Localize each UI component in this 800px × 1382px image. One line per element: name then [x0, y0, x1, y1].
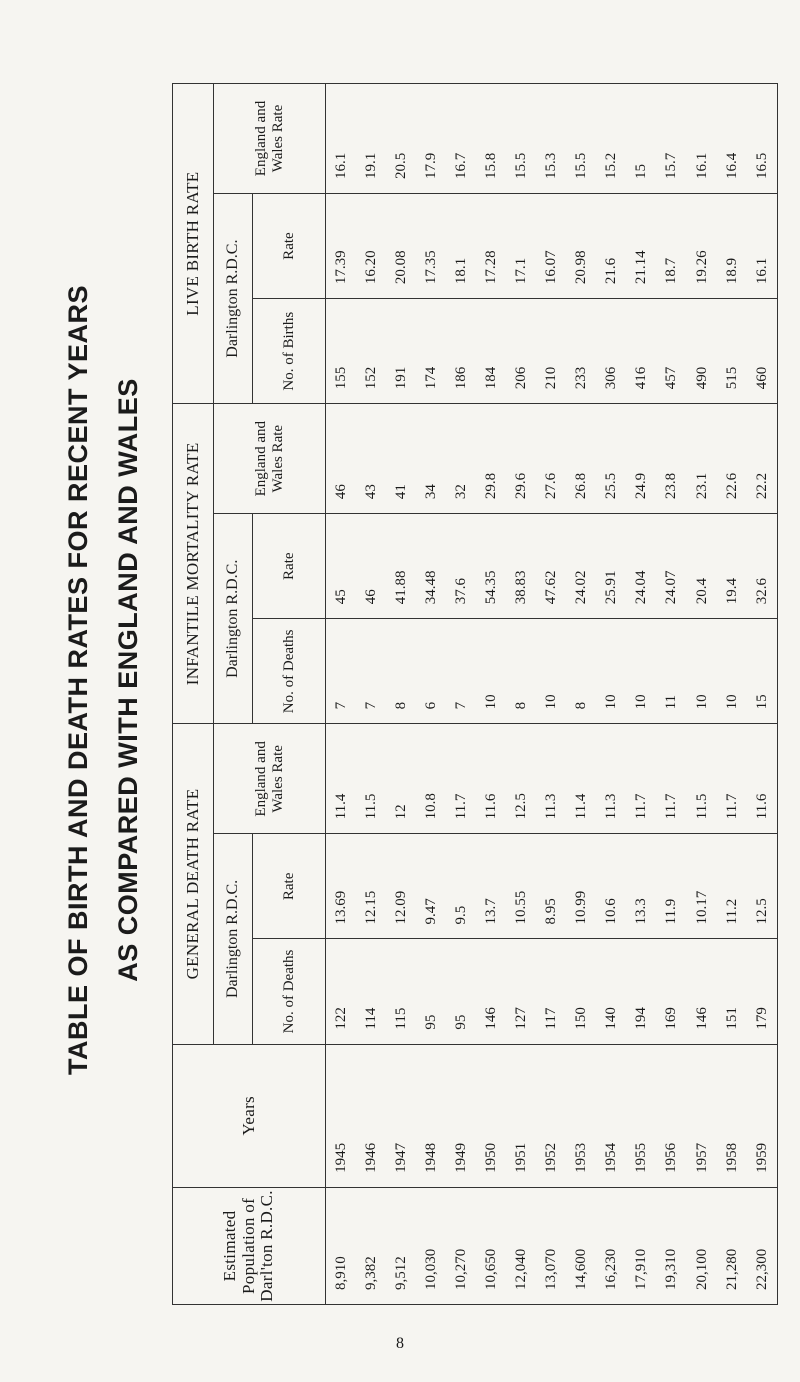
table-cell: 16.20: [362, 250, 379, 285]
table-cell: 24.07: [663, 570, 680, 605]
table-cell: 140: [603, 1007, 620, 1030]
table-cell: 20.08: [392, 250, 409, 285]
table-cell: 29.8: [483, 472, 500, 500]
table-cell: 21.14: [633, 250, 650, 285]
table-cell: 95: [422, 1014, 439, 1030]
table-cell: 11.7: [633, 793, 650, 820]
table-cell: 21,280: [723, 1248, 740, 1290]
table-cell: 41: [392, 484, 409, 500]
table-cell: 14,600: [573, 1248, 590, 1290]
header-gd-deaths: No. of Deaths: [253, 939, 326, 1044]
table-cell: 1954: [603, 1142, 620, 1173]
table-cell: 151: [723, 1007, 740, 1030]
table-cell: 16.07: [543, 250, 560, 285]
table-cell: 23.1: [693, 472, 710, 500]
table-cell: 12: [392, 804, 409, 820]
table-cell: 47.62: [543, 570, 560, 605]
table-cell: 8,910: [332, 1256, 349, 1290]
table-cell: 37.6: [453, 578, 470, 605]
table-cell: 10,650: [483, 1248, 500, 1290]
table-cell: 457: [663, 366, 680, 390]
table-cell: 17,910: [633, 1248, 650, 1290]
table-cell: 24.04: [633, 570, 650, 605]
table-cell: 10,030: [422, 1248, 439, 1290]
table-cell: 22,300: [753, 1248, 770, 1290]
table-cell: 127: [513, 1007, 530, 1030]
table-cell: 179: [753, 1007, 770, 1030]
table-cell: 460: [753, 366, 770, 390]
table-cell: 10.55: [513, 890, 530, 925]
table-cell: 6: [422, 701, 439, 710]
table-cell: 1950: [483, 1142, 500, 1173]
table-cell: 27.6: [543, 472, 560, 500]
table-cell: 184: [483, 366, 500, 390]
table-cell: 16.1: [332, 152, 349, 179]
table-cell: 46: [332, 484, 349, 500]
table-cell: 1949: [453, 1142, 470, 1173]
column-gd-england: [326, 724, 778, 834]
table-cell: 11.7: [453, 793, 470, 820]
table-cell: 34.48: [422, 570, 439, 605]
column-br-england: [326, 84, 778, 194]
table-cell: 20.98: [573, 250, 590, 285]
table-cell: 11.3: [543, 793, 560, 820]
table-cell: 17.28: [483, 250, 500, 285]
table-cell: 1953: [573, 1142, 590, 1173]
table-cell: 34: [422, 484, 439, 500]
table-cell: 10: [693, 694, 710, 710]
table-cell: 20.4: [693, 578, 710, 605]
table-cell: 186: [453, 366, 470, 390]
table-cell: 15.2: [603, 152, 620, 179]
page-number: 8: [396, 1335, 404, 1352]
table-cell: 10,270: [453, 1248, 470, 1290]
table-cell: 10: [603, 694, 620, 710]
table-cell: 10: [723, 694, 740, 710]
rates-table-wrapper: [172, 83, 778, 1305]
table-cell: 20.5: [392, 152, 409, 179]
table-cell: 1946: [362, 1142, 379, 1173]
table-cell: 16.5: [753, 152, 770, 179]
table-cell: 20,100: [693, 1248, 710, 1290]
header-br-darlington: Darlington R.D.C.: [214, 194, 253, 404]
table-cell: 15.5: [573, 152, 590, 179]
table-cell: 1956: [663, 1142, 680, 1173]
table-cell: 16.7: [453, 152, 470, 179]
table-cell: 10: [543, 694, 560, 710]
header-years: Years: [173, 1044, 326, 1187]
table-cell: 8.95: [543, 898, 560, 925]
table-cell: 18.9: [723, 257, 740, 285]
table-cell: 11.5: [693, 793, 710, 820]
table-cell: 174: [422, 366, 439, 390]
header-gd-darlington: Darlington R.D.C.: [214, 834, 253, 1044]
table-cell: 25.5: [603, 472, 620, 500]
table-cell: 1945: [332, 1142, 349, 1173]
table-cell: 12.15: [362, 890, 379, 925]
header-br-england: England and Wales Rate: [214, 84, 326, 194]
table-cell: 24.9: [633, 472, 650, 500]
table-cell: 95: [453, 1014, 470, 1030]
table-cell: 10.6: [603, 898, 620, 925]
table-cell: 16,230: [603, 1248, 620, 1290]
table-cell: 45: [332, 589, 349, 605]
table-cell: 306: [603, 366, 620, 390]
column-im-deaths: [326, 619, 778, 724]
table-cell: 152: [362, 366, 379, 390]
table-cell: 8: [392, 701, 409, 710]
table-cell: 8: [513, 701, 530, 710]
table-cell: 54.35: [483, 570, 500, 605]
table-cell: 26.8: [573, 472, 590, 500]
table-cell: 19.4: [723, 578, 740, 605]
table-cell: 117: [543, 1007, 560, 1030]
table-cell: 13.69: [332, 890, 349, 925]
table-cell: 1957: [693, 1142, 710, 1173]
table-cell: 194: [633, 1007, 650, 1030]
table-cell: 12.09: [392, 890, 409, 925]
table-cell: 11.6: [483, 793, 500, 820]
header-im-deaths: No. of Deaths: [253, 619, 326, 724]
table-cell: 1947: [392, 1142, 409, 1173]
table-cell: 150: [573, 1007, 590, 1030]
table-cell: 22.2: [753, 472, 770, 500]
table-cell: 15.3: [543, 152, 560, 179]
table-cell: 11.9: [663, 898, 680, 925]
table-cell: 15.7: [663, 152, 680, 179]
table-cell: 21.6: [603, 257, 620, 285]
table-cell: 11.5: [362, 793, 379, 820]
title-line-2: AS COMPARED WITH ENGLAND AND WALES: [113, 378, 143, 982]
header-gd-england: England and Wales Rate: [214, 724, 326, 834]
table-cell: 122: [332, 1007, 349, 1030]
table-cell: 1958: [723, 1142, 740, 1173]
table-cell: 25.91: [603, 570, 620, 605]
header-gd-rate: Rate: [253, 834, 326, 939]
table-cell: 13.3: [633, 898, 650, 925]
table-cell: 15: [753, 694, 770, 710]
table-cell: 515: [723, 366, 740, 390]
table-cell: 19.1: [362, 152, 379, 179]
table-cell: 1959: [753, 1142, 770, 1173]
table-cell: 15.5: [513, 152, 530, 179]
table-cell: 16.1: [693, 152, 710, 179]
table-cell: 10.8: [422, 793, 439, 820]
column-gd-deaths: [326, 939, 778, 1044]
column-gd-rate: [326, 834, 778, 939]
table-cell: 9,382: [362, 1256, 379, 1290]
header-general-death-rate: GENERAL DEATH RATE: [173, 724, 214, 1044]
table-cell: 41.88: [392, 570, 409, 605]
table-cell: 11.2: [723, 898, 740, 925]
table-cell: 169: [663, 1007, 680, 1030]
table-cell: 206: [513, 366, 530, 390]
table-cell: 11.4: [332, 793, 349, 820]
table-cell: 233: [573, 366, 590, 390]
table-cell: 17.1: [513, 257, 530, 285]
table-cell: 38.83: [513, 570, 530, 605]
column-br-births: [326, 299, 778, 404]
table-cell: 115: [392, 1007, 409, 1030]
rates-table: [172, 83, 778, 1305]
table-cell: 19,310: [663, 1248, 680, 1290]
table-cell: 210: [543, 366, 560, 390]
header-br-rate: Rate: [253, 194, 326, 299]
table-cell: 155: [332, 366, 349, 390]
table-cell: 9.47: [422, 898, 439, 925]
table-cell: 11.3: [603, 793, 620, 820]
table-cell: 10.99: [573, 890, 590, 925]
table-cell: 114: [362, 1007, 379, 1030]
table-cell: 8: [573, 701, 590, 710]
table-cell: 1951: [513, 1142, 530, 1173]
table-cell: 11.4: [573, 793, 590, 820]
title-line-1: TABLE OF BIRTH AND DEATH RATES FOR RECENT YEARS: [63, 285, 93, 1076]
table-cell: 23.8: [663, 472, 680, 500]
header-infantile-mortality-rate: INFANTILE MORTALITY RATE: [173, 404, 214, 724]
table-cell: 46: [362, 589, 379, 605]
table-cell: 7: [453, 701, 470, 710]
table-cell: 9.5: [453, 905, 470, 925]
column-population: [326, 1187, 778, 1304]
column-years: [326, 1044, 778, 1187]
table-cell: 29.6: [513, 472, 530, 500]
header-im-darlington: Darlington R.D.C.: [214, 514, 253, 724]
table-cell: 32.6: [753, 578, 770, 605]
table-cell: 17.35: [422, 250, 439, 285]
table-cell: 12.5: [753, 898, 770, 925]
table-cell: 1955: [633, 1142, 650, 1173]
column-br-rate: [326, 194, 778, 299]
header-live-birth-rate: LIVE BIRTH RATE: [173, 84, 214, 404]
table-cell: 146: [693, 1007, 710, 1030]
table-cell: 43: [362, 484, 379, 500]
table-cell: 17.9: [422, 152, 439, 179]
table-cell: 16.4: [723, 152, 740, 179]
table-cell: 9,512: [392, 1256, 409, 1290]
header-im-england: England and Wales Rate: [214, 404, 326, 514]
table-cell: 13.7: [483, 898, 500, 925]
table-cell: 10.17: [693, 890, 710, 925]
column-im-rate: [326, 514, 778, 619]
table-cell: 17.39: [332, 250, 349, 285]
table-cell: 490: [693, 366, 710, 390]
table-cell: 416: [633, 366, 650, 390]
header-br-births: No. of Births: [253, 299, 326, 404]
table-cell: 11: [663, 694, 680, 710]
header-population: Estimated Population of Darl'ton R.D.C.: [173, 1187, 326, 1304]
table-cell: 191: [392, 366, 409, 390]
table-cell: 7: [332, 701, 349, 710]
table-cell: 13,070: [543, 1248, 560, 1290]
column-im-england: [326, 404, 778, 514]
table-cell: 12,040: [513, 1248, 530, 1290]
table-cell: 11.7: [663, 793, 680, 820]
table-cell: 18.7: [663, 257, 680, 285]
table-cell: 1952: [543, 1142, 560, 1173]
table-cell: 10: [483, 694, 500, 710]
table-cell: 10: [633, 694, 650, 710]
table-cell: 12.5: [513, 793, 530, 820]
table-cell: 15: [633, 164, 650, 179]
table-cell: 32: [453, 484, 470, 500]
table-cell: 1948: [422, 1142, 439, 1173]
table-cell: 146: [483, 1007, 500, 1030]
table-cell: 7: [362, 701, 379, 710]
table-cell: 11.7: [723, 793, 740, 820]
table-cell: 18.1: [453, 257, 470, 285]
table-cell: 11.6: [753, 793, 770, 820]
table-cell: 15.8: [483, 152, 500, 179]
table-cell: 16.1: [753, 257, 770, 285]
header-im-rate: Rate: [253, 514, 326, 619]
table-cell: 24.02: [573, 570, 590, 605]
table-cell: 19.26: [693, 250, 710, 285]
table-cell: 22.6: [723, 472, 740, 500]
